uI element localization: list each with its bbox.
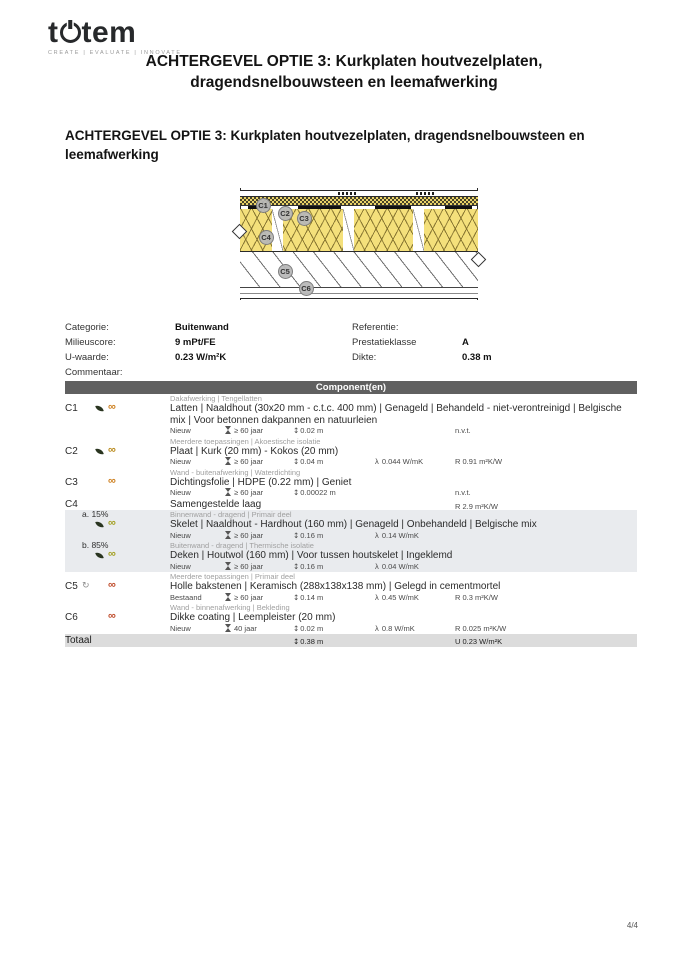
- component-id: C5: [65, 581, 78, 592]
- brand-text-post: tem: [81, 16, 137, 49]
- component-status: Bestaand: [170, 592, 202, 602]
- hourglass-icon: [225, 488, 232, 496]
- diagram-marker-c4: C4: [259, 230, 274, 245]
- leaf-icon: [95, 520, 104, 529]
- component-share-label: b. 85%: [82, 541, 109, 550]
- component-name: Dichtingsfolie | HDPE (0.22 mm) | Geniet: [170, 476, 352, 488]
- component-row: [65, 437, 637, 468]
- component-category: [65, 541, 637, 550]
- brand-tagline: CREATE | EVALUATE | INNOVATE: [48, 50, 182, 56]
- component-r-value: R 0.025 m²K/W: [455, 623, 507, 633]
- component-name: Plaat | Kurk (20 mm) - Kokos (20 mm): [170, 445, 339, 457]
- page-title: [64, 51, 624, 93]
- meta-value: 0.38 m: [462, 352, 492, 363]
- component-id: C3: [65, 476, 78, 488]
- meta-value: 0.23 W/m²K: [175, 352, 227, 363]
- component-r-value: n.v.t.: [455, 488, 471, 497]
- thickness-arrow-icon: ↕: [293, 457, 300, 466]
- component-lambda: λ 0.04 W/mK: [375, 561, 419, 571]
- component-thickness: ↕0.00022 m: [293, 488, 336, 497]
- component-category: [65, 572, 637, 581]
- brand-wordmark: [48, 18, 182, 48]
- thickness-arrow-icon: ↕: [293, 426, 300, 435]
- hourglass-icon: [225, 624, 232, 632]
- thickness-arrow-icon: ↕: [293, 592, 300, 602]
- component-main-line: [65, 519, 637, 531]
- component-name: Latten | Naaldhout (30x20 mm - c.t.c. 400 mm) | Genageld | Behandeld - niet-verontreinigd | Belgische mix | Voor betonnen dakpannen en natuurleien: [170, 403, 622, 426]
- meta-row: [65, 350, 637, 365]
- meta-value: Buitenwand: [175, 322, 229, 333]
- component-row: [65, 603, 637, 634]
- diagram-marker-c2: C2: [278, 206, 293, 221]
- component-row: [65, 572, 637, 603]
- meta-label: Prestatieklasse: [352, 337, 417, 348]
- section-title: ACHTERGEVEL OPTIE 3: Kurkplaten houtvezelplaten, dragendsnelbouwsteen en leemafwerking: [65, 128, 585, 162]
- component-thickness: ↕0.16 m: [293, 530, 324, 540]
- meta-row: [65, 335, 637, 350]
- diagram-marker-c6: C6: [299, 281, 314, 296]
- diagram-marker-c5: C5: [278, 264, 293, 279]
- circularity-icon: ∞: [108, 517, 116, 529]
- component-main-line: [65, 612, 637, 624]
- leaf-icon: [95, 404, 104, 413]
- component-main-line: [65, 474, 637, 489]
- component-lambda: λ 0.14 W/mK: [375, 530, 419, 540]
- meta-label: Dikte:: [352, 352, 377, 363]
- page-number: 4/4: [626, 921, 638, 930]
- component-main-line: [65, 443, 637, 458]
- component-lifetime: ≥ 60 jaar: [225, 488, 263, 499]
- component-lifetime: ≥ 60 jaar: [225, 457, 263, 468]
- component-lifetime: 40 jaar: [225, 624, 257, 635]
- component-row: [65, 541, 637, 572]
- layer-leempleister: [240, 288, 478, 299]
- lambda-icon: λ: [375, 623, 379, 633]
- meta-value: A: [462, 337, 469, 348]
- component-main-line: [65, 403, 637, 426]
- component-status: Nieuw: [170, 457, 191, 466]
- recycle-icon: ↻: [82, 581, 90, 591]
- meta-label: U-waarde:: [65, 352, 109, 363]
- component-thickness: ↕0.16 m: [293, 561, 324, 571]
- meta-value: 9 mPt/FE: [175, 337, 216, 348]
- component-category-text: Binnenwand - dragend | Primair deel: [170, 510, 292, 519]
- component-table: [65, 381, 637, 647]
- leaf-icon: [95, 551, 104, 560]
- layer-latten: [240, 190, 478, 197]
- meta-label: Commentaar:: [65, 367, 123, 378]
- meta-label: Referentie:: [352, 322, 399, 333]
- component-category-text: Meerdere toepassingen | Primair deel: [170, 572, 295, 581]
- hourglass-icon: [225, 457, 232, 465]
- component-lifetime: ≥ 60 jaar: [225, 531, 263, 542]
- lambda-icon: λ: [375, 530, 379, 540]
- table-header: Component(en): [65, 381, 637, 394]
- component-main-line: [65, 581, 637, 593]
- page-title-line1: ACHTERGEVEL OPTIE 3: Kurkplaten houtvezelplaten,: [145, 53, 543, 70]
- hourglass-icon: [225, 562, 232, 570]
- component-status: Nieuw: [170, 561, 191, 571]
- component-thickness: ↕0.02 m: [293, 426, 324, 435]
- diagram-marker-c3: C3: [297, 211, 312, 226]
- component-main-line: [65, 550, 637, 562]
- component-lambda: λ 0.8 W/mK: [375, 623, 415, 633]
- component-row: [65, 394, 637, 437]
- component-name: Samengestelde laag: [170, 498, 262, 510]
- component-category-text: Meerdere toepassingen | Akoestische isolatie: [170, 436, 321, 446]
- component-category-text: Wand - buitenafwerking | Waterdichting: [170, 467, 301, 477]
- component-thickness: ↕0.14 m: [293, 592, 324, 602]
- component-name: Holle bakstenen | Keramisch (288x138x138 mm) | Gelegd in cementmortel: [170, 581, 501, 592]
- component-category: [65, 468, 637, 477]
- component-status: Nieuw: [170, 623, 191, 633]
- thickness-arrow-icon: ↕: [293, 561, 300, 571]
- hourglass-icon: [225, 426, 232, 434]
- total-thickness: ↕0.38 m: [293, 637, 324, 646]
- page-title-line2: dragendsnelbouwsteen en leemafwerking: [190, 74, 498, 91]
- thickness-arrow-icon: ↕: [293, 530, 300, 540]
- thickness-arrow-icon: ↕: [293, 623, 300, 633]
- component-thickness: ↕0.04 m: [293, 457, 324, 466]
- layer-kurkplaat: [240, 197, 478, 206]
- power-o-icon: [60, 22, 81, 43]
- component-row: [65, 510, 637, 541]
- component-row: [65, 468, 637, 499]
- component-category-text: Wand - binnenafwerking | Bekleding: [170, 603, 290, 612]
- component-id: C6: [65, 612, 78, 623]
- component-category-text: Buitenwand - dragend | Thermische isolatie: [170, 541, 314, 550]
- layer-bakstenen: [240, 252, 478, 288]
- houtskelet-stud: [413, 209, 424, 251]
- diagram-marker-c1: C1: [256, 198, 271, 213]
- component-lambda: λ 0.45 W/mK: [375, 592, 419, 602]
- wall-section-diagram: [240, 188, 478, 306]
- component-r-value: R 0.3 m²K/W: [455, 592, 498, 602]
- thickness-arrow-icon: ↕: [293, 488, 300, 497]
- component-r-value: R 2.9 m²K/W: [455, 501, 498, 511]
- component-name: Deken | Houtwol (160 mm) | Voor tussen houtskelet | Ingeklemd: [170, 550, 453, 561]
- total-row: [65, 634, 637, 647]
- total-u-value: U 0.23 W/m²K: [455, 637, 503, 646]
- component-lifetime: ≥ 60 jaar: [225, 562, 263, 573]
- circularity-icon: ∞: [108, 443, 116, 456]
- latten-mark: [338, 192, 358, 195]
- component-detail-line: [65, 562, 637, 573]
- component-status: Nieuw: [170, 488, 191, 497]
- meta-label: Categorie:: [65, 322, 109, 333]
- component-category: [65, 603, 637, 612]
- circularity-icon: ∞: [108, 579, 116, 591]
- meta-row: [65, 365, 637, 380]
- meta-label: Milieuscore:: [65, 337, 116, 348]
- component-id: C2: [65, 445, 78, 457]
- component-id: C4: [65, 498, 78, 510]
- meta-row: [65, 320, 637, 335]
- component-detail-line: [65, 624, 637, 635]
- component-detail-line: [65, 426, 637, 437]
- component-share-label: a. 15%: [82, 510, 109, 519]
- total-label: Totaal: [65, 635, 92, 646]
- component-detail-line: [65, 531, 637, 542]
- component-name: Skelet | Naaldhout - Hardhout (160 mm) | Genageld | Onbehandeld | Belgische mix: [170, 519, 537, 530]
- component-r-value: R 0.91 m²K/W: [455, 457, 503, 466]
- component-lifetime: ≥ 60 jaar: [225, 426, 263, 437]
- component-r-value: n.v.t.: [455, 426, 471, 435]
- brand-text-pre: t: [48, 16, 59, 49]
- component-detail-line: [65, 488, 637, 499]
- component-status: Nieuw: [170, 530, 191, 540]
- thickness-arrow-icon: ↕: [293, 637, 300, 646]
- latten-mark: [416, 192, 436, 195]
- component-thickness: ↕0.02 m: [293, 623, 324, 633]
- component-status: Nieuw: [170, 426, 191, 435]
- circularity-icon: ∞: [108, 548, 116, 560]
- lambda-icon: λ: [375, 561, 379, 571]
- component-lifetime: ≥ 60 jaar: [225, 593, 263, 604]
- component-category: [65, 394, 637, 403]
- component-category: [65, 437, 637, 446]
- component-main-line: [65, 499, 637, 511]
- circularity-icon: ∞: [108, 474, 116, 487]
- component-lambda: λ 0.044 W/mK: [375, 457, 424, 466]
- hourglass-icon: [225, 593, 232, 601]
- circularity-icon: ∞: [108, 610, 116, 622]
- circularity-icon: ∞: [108, 401, 116, 413]
- component-table-rows: [65, 394, 637, 634]
- leaf-icon: [95, 447, 104, 456]
- component-category: [65, 510, 637, 519]
- houtskelet-stud: [343, 209, 354, 251]
- lambda-icon: λ: [375, 592, 379, 602]
- component-name: Dikke coating | Leempleister (20 mm): [170, 612, 336, 623]
- component-row: [65, 499, 637, 511]
- component-detail-line: [65, 457, 637, 468]
- hourglass-icon: [225, 531, 232, 539]
- component-detail-line: [65, 593, 637, 604]
- meta-block: [65, 320, 637, 380]
- component-category-text: Dakafwerking | Tengellatten: [170, 394, 262, 403]
- lambda-icon: λ: [375, 457, 379, 466]
- component-id: C1: [65, 403, 78, 414]
